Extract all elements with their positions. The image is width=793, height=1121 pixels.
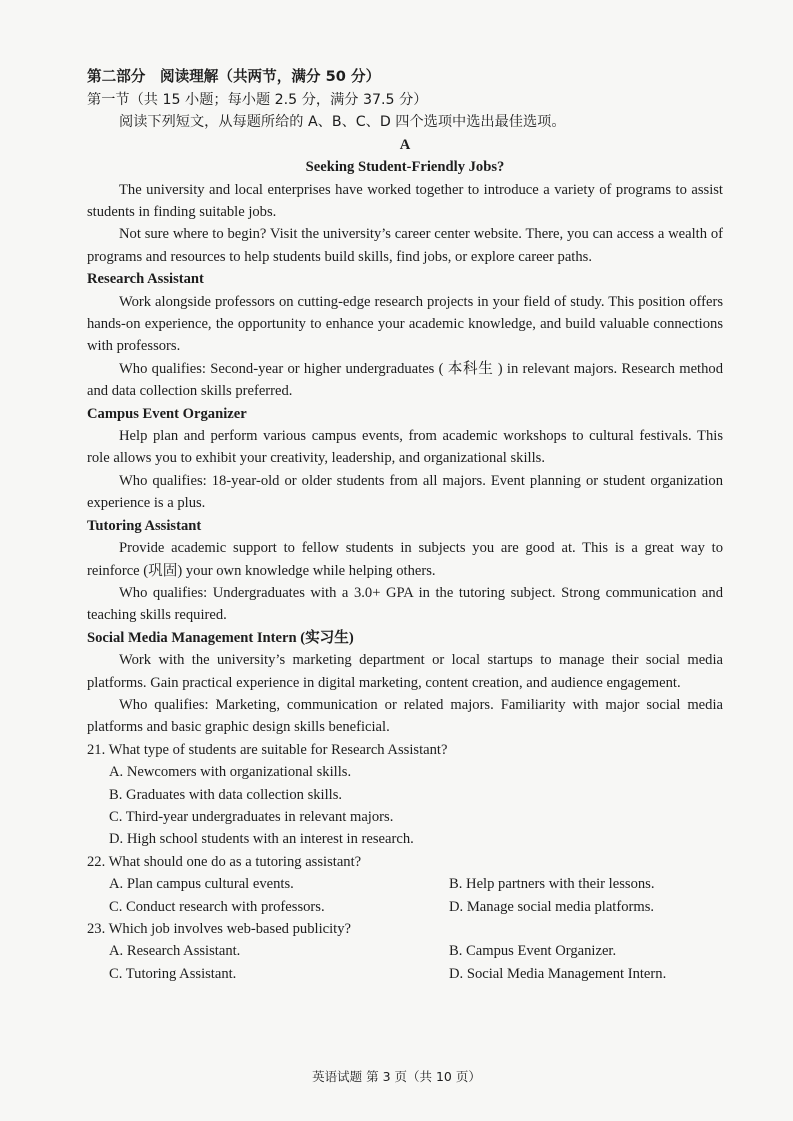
option-d: D. High school students with an interest in research.: [109, 831, 414, 848]
option-a: A. Research Assistant.: [109, 943, 241, 960]
option-d: D. Manage social media platforms.: [449, 898, 655, 915]
job-desc-research-assistant: Work alongside professors on cutting-edge research projects in your field of study. This position offers hands-on experience, the opportunity to enhance your academic knowledge, and build valuable connections with professors.: [87, 293, 723, 355]
option-a: A. Newcomers with organizational skills.: [109, 764, 352, 781]
job-qual-research-assistant: Who qualifies: Second-year or higher undergraduates ( 本科生 ) in relevant majors. Research method and data collection skills preferred.: [87, 360, 723, 400]
question-23: [87, 918, 723, 985]
exam-page: [87, 66, 723, 985]
intro-paragraph-2: Not sure where to begin? Visit the university’s career center website. There, you can access a wealth of programs and resources to help students build skills, find jobs, or explore career paths.: [87, 226, 723, 265]
page-footer: 英语试题 第 3 页（共 10 页）: [312, 1069, 481, 1084]
job-title-event-organizer: Campus Event Organizer: [87, 405, 247, 422]
job-qual-social-media-intern: Who qualifies: Marketing, communication or related majors. Familiarity with major social media platforms and basic graphic design skills beneficial.: [87, 696, 723, 736]
job-desc-social-media-intern: Work with the university’s marketing department or local startups to manage their social media platforms. Gain practical experience in digital marketing, content creation, and audience engagement.: [87, 652, 723, 691]
job-title-social-media-intern: Social Media Management Intern (实习生): [87, 629, 354, 646]
question-stem: 21. What type of students are suitable for Research Assistant?: [87, 741, 448, 758]
question-stem: 23. Which job involves web-based publicity?: [87, 921, 351, 937]
option-a: A. Plan campus cultural events.: [109, 876, 294, 893]
option-c: C. Third-year undergraduates in relevant majors.: [109, 808, 394, 825]
job-title-research-assistant: Research Assistant: [87, 271, 204, 288]
option-b: B. Help partners with their lessons.: [449, 876, 655, 893]
section-heading: 第一节（共 15 小题；每小题 2.5 分，满分 37.5 分）: [87, 91, 428, 108]
instruction: 阅读下列短文，从每题所给的 A、B、C、D 四个选项中选出最佳选项。: [119, 114, 566, 131]
passage-letter: A: [399, 136, 411, 153]
job-title-tutoring-assistant: Tutoring Assistant: [87, 517, 202, 534]
option-c: C. Conduct research with professors.: [109, 898, 325, 915]
part-heading: 第二部分 阅读理解（共两节，满分 50 分）: [87, 68, 381, 85]
option-d: D. Social Media Management Intern.: [449, 965, 667, 982]
option-b: B. Graduates with data collection skills.: [109, 786, 343, 803]
question-22: [87, 851, 723, 918]
option-c: C. Tutoring Assistant.: [109, 965, 237, 982]
option-b: B. Campus Event Organizer.: [449, 943, 617, 960]
job-desc-tutoring-assistant: Provide academic support to fellow students in subjects you are good at. This is a great way to reinforce (巩固) your own knowledge while helping others.: [87, 540, 723, 579]
job-qual-event-organizer: Who qualifies: 18-year-old or older students from all majors. Event planning or student organization experience is a plus.: [87, 472, 723, 512]
job-qual-tutoring-assistant: Who qualifies: Undergraduates with a 3.0+ GPA in the tutoring subject. Strong communication and teaching skills required.: [87, 584, 723, 624]
intro-paragraph-1: The university and local enterprises have worked together to introduce a variety of programs to assist students in finding suitable jobs.: [87, 181, 723, 220]
job-desc-event-organizer: Help plan and perform various campus events, from academic workshops to cultural festivals. This role allows you to exhibit your creativity, leadership, and organizational skills.: [87, 428, 723, 467]
question-stem: 22. What should one do as a tutoring assistant?: [87, 853, 362, 870]
question-21: [87, 739, 723, 851]
passage-title: Seeking Student-Friendly Jobs?: [305, 159, 505, 176]
